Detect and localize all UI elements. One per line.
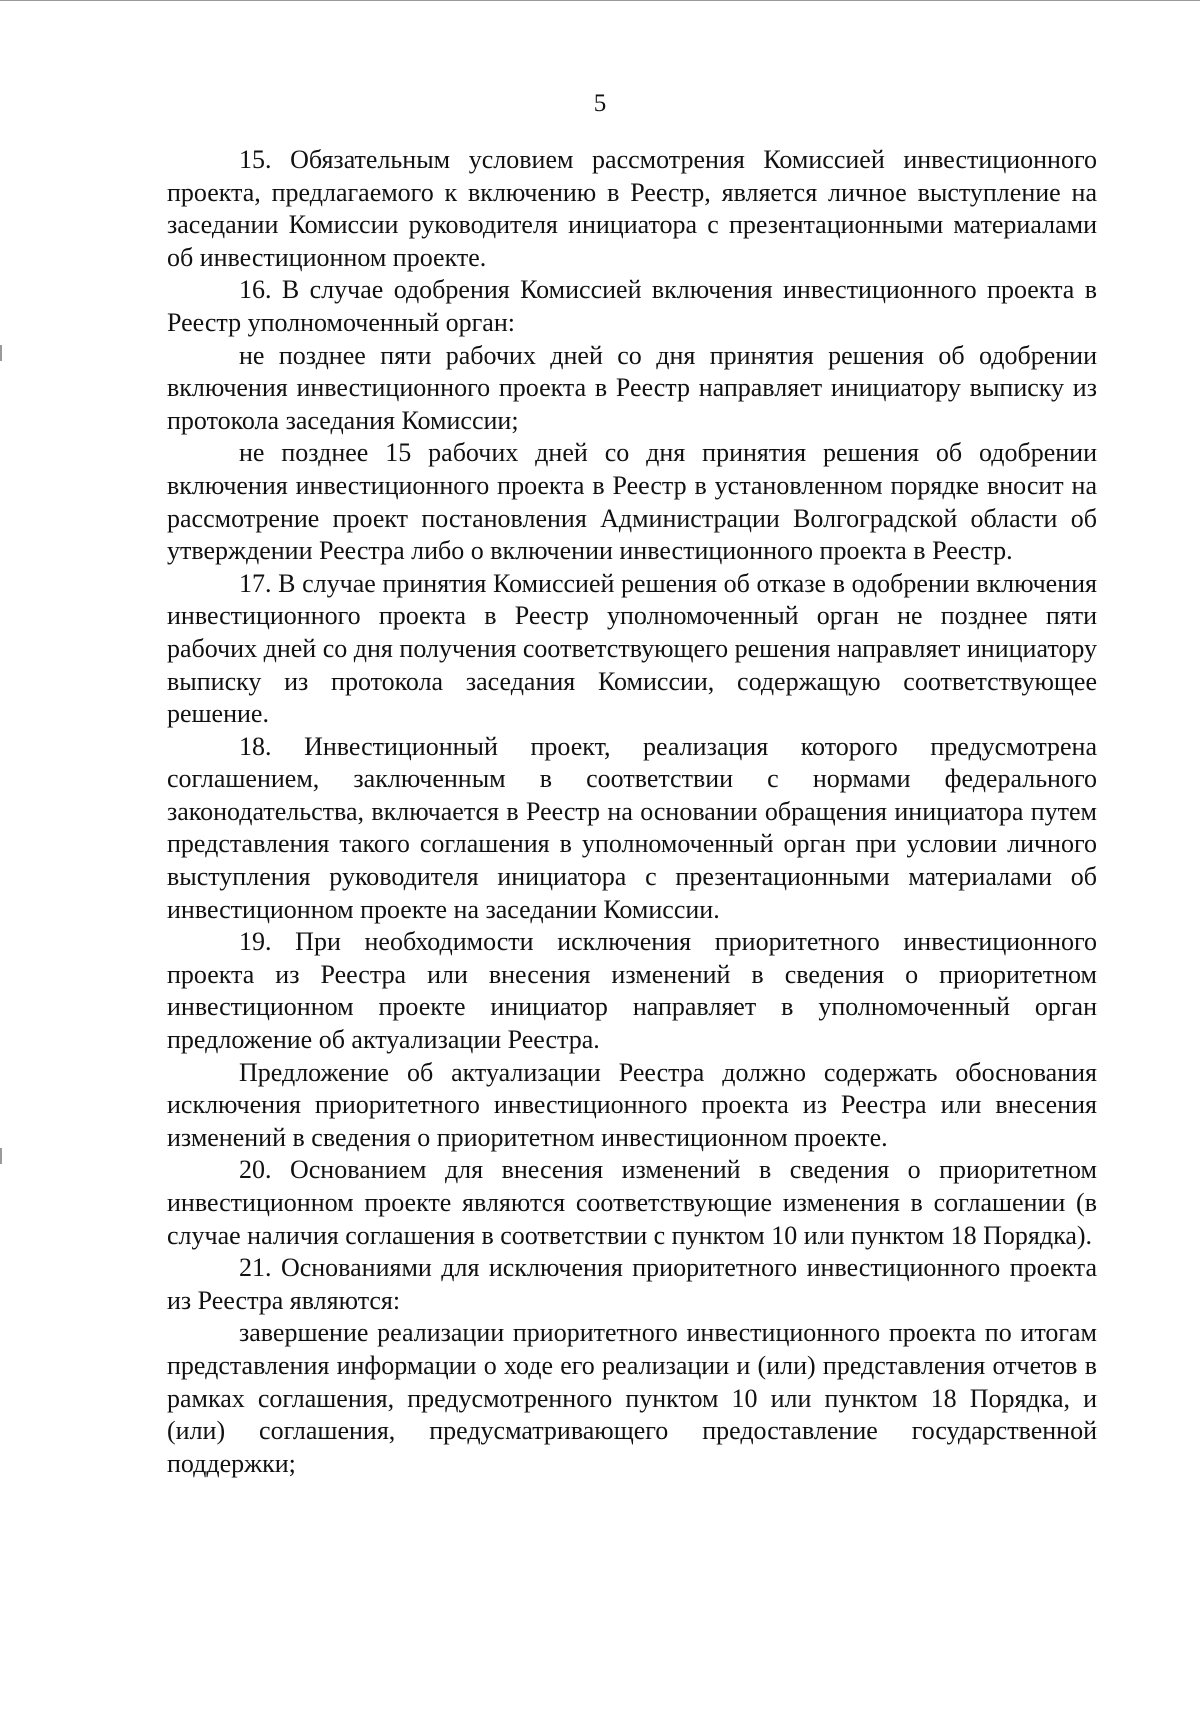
scan-edge-line xyxy=(0,0,1200,1)
paragraph-19: 19. При необходимости исключения приоритетного инвестиционного проекта из Реестра или внесения изменений в сведения о приоритетном инвестиционном проекте инициатор направляет в уполномоченный орган предложение об актуализации Реестра. xyxy=(167,927,1097,1055)
page-number: 5 xyxy=(593,90,607,117)
paragraph-17: 17. В случае принятия Комиссией решения об отказе в одобрении включения инвестиционного проекта в Реестр уполномоченный орган не позднее пяти рабочих дней со дня получения соответствующего решения направляет инициатору выписку из протокола заседания Комиссии, содержащую соответствующее решение. xyxy=(167,568,1097,729)
paragraph-15: 15. Обязательным условием рассмотрения Комиссией инвестиционного проекта, предлагаемого к включению в Реестр, является личное выступление на заседании Комиссии руководителя инициатора с презентационными материалами об инвестиционном проекте. xyxy=(167,145,1097,272)
paragraph-21-item-1: завершение реализации приоритетного инвестиционного проекта по итогам представления информации о ходе его реализации и (или) представления отчетов в рамках соглашения, предусмотренного пунктом 10 или пунктом 18 Порядка, и (или) соглашения, предусматривающего предоставление государственной поддержки; xyxy=(167,1318,1097,1478)
scan-edge-tick xyxy=(0,345,2,361)
paragraph-20: 20. Основанием для внесения изменений в сведения о приоритетном инвестиционном проекте являются соответствующие изменения в соглашении (в случае наличия соглашения в соответствии с пунктом 10 или пунктом 18 Порядка). xyxy=(167,1155,1097,1250)
paragraph-16-item-1: не позднее пяти рабочих дней со дня принятия решения об одобрении включения инвестиционного проекта в Реестр направляет инициатору выписку из протокола заседания Комиссии; xyxy=(167,340,1097,435)
paragraph-18: 18. Инвестиционный проект, реализация которого предусмотрена соглашением, заключенным в соответствии с нормами федерального законодательства, включается в Реестр на основании обращения инициатора путем представления такого соглашения в уполномоченный орган при условии личного выступления руководителя инициатора с презентационными материалами об инвестиционном проекте на заседании Комиссии. xyxy=(167,731,1097,924)
document-body xyxy=(167,144,1097,1480)
paragraph-16-item-2: не позднее 15 рабочих дней со дня принятия решения об одобрении включения инвестиционного проекта в Реестр в установленном порядке вносит на рассмотрение проект постановления Администрации Волгоградской области об утверждении Реестра либо о включении инвестиционного проекта в Реестр. xyxy=(167,438,1097,566)
paragraph-19-continuation: Предложение об актуализации Реестра должно содержать обоснования исключения приоритетного инвестиционного проекта из Реестра или внесения изменений в сведения о приоритетном инвестиционном проекте. xyxy=(167,1057,1097,1152)
scan-edge-tick xyxy=(0,1148,2,1164)
paragraph-21: 21. Основаниями для исключения приоритетного инвестиционного проекта из Реестра являются: xyxy=(167,1253,1097,1315)
paragraph-16: 16. В случае одобрения Комиссией включения инвестиционного проекта в Реестр уполномоченный орган: xyxy=(167,275,1097,337)
